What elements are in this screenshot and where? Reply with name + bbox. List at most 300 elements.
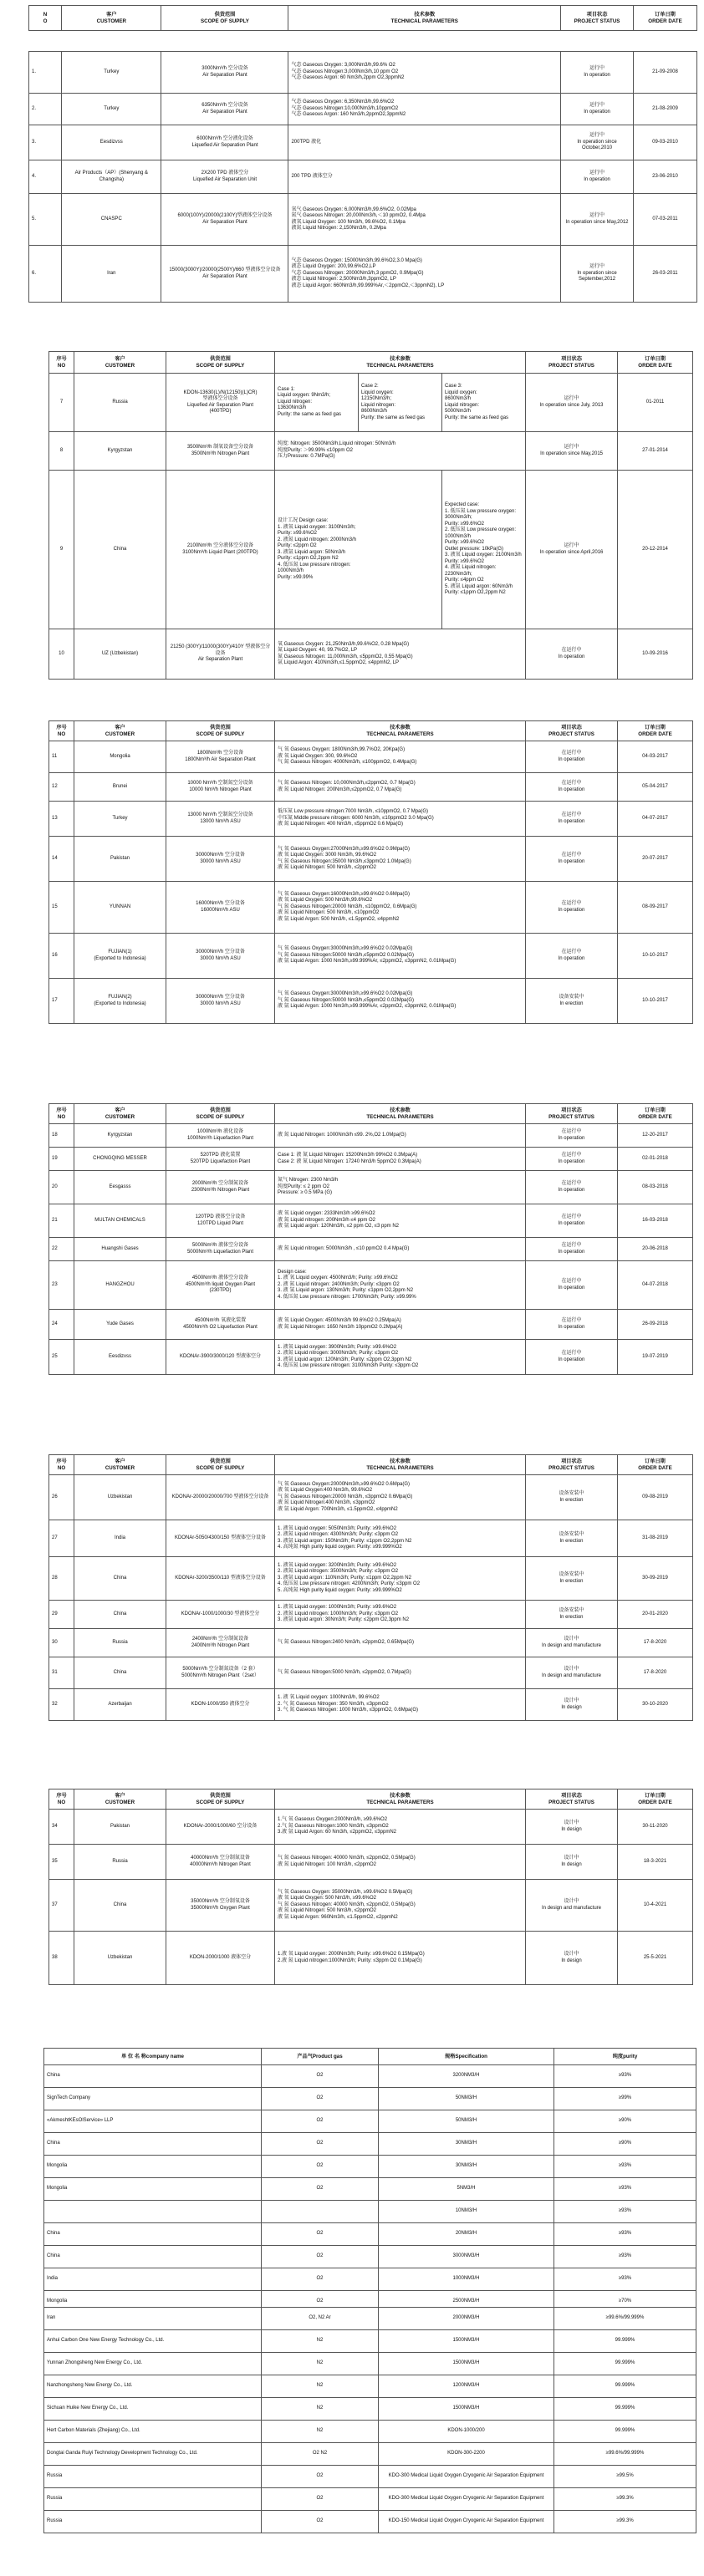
row-date: 09-03-2010 xyxy=(633,125,696,160)
table-row xyxy=(49,374,693,432)
table-header xyxy=(49,1104,693,1124)
col-params: 技术参数 TECHNICAL PARAMETERS xyxy=(288,6,561,31)
row-date: 08-03-2018 xyxy=(618,1171,693,1204)
row-date: 01-2011 xyxy=(618,374,693,432)
ref-purity: ≥99% xyxy=(554,2088,696,2110)
row-no: 17 xyxy=(49,979,74,1024)
col-date: 订单日期 ORDER DATE xyxy=(633,6,696,31)
ref-spec: 1500NM3/H xyxy=(379,2398,554,2421)
table-row xyxy=(49,741,693,773)
row-date: 20-01-2020 xyxy=(618,1601,693,1629)
row-date: 10-09-2016 xyxy=(618,629,693,680)
col-spec: 规格Specification xyxy=(379,2049,554,2065)
row-no: 23 xyxy=(49,1261,74,1310)
ref-purity: 99.999% xyxy=(554,2353,696,2375)
row-params: 纯度: Nitrogen: 3500Nm3/h,Liquid nitrogen: 50Nm3/h 纯度Purity: ＞99.99% ≤10ppm O2 压力Pressure: 0.7MPa(G) xyxy=(275,432,526,471)
row-date: 17-8-2020 xyxy=(618,1629,693,1657)
row-customer: Turkey xyxy=(62,52,161,94)
ref-company: China xyxy=(44,2065,262,2088)
row-scope: 13000 Nm³/h 空制氮空分设备 13000 Nm³/h ASU xyxy=(166,802,275,837)
row-customer: FUJIAN(2) (Exported to Indonesia) xyxy=(74,979,166,1024)
row-customer: UZ (Uzbekistan) xyxy=(74,629,166,680)
row-no: 20 xyxy=(49,1171,74,1204)
row-status: 在运行中 In operation xyxy=(526,1124,618,1148)
col-no: 序号 NO xyxy=(49,1789,74,1810)
row-customer: China xyxy=(74,1557,166,1601)
row-customer: Pakistan xyxy=(74,1810,166,1845)
row-status: 设备安装中 In erection xyxy=(526,1557,618,1601)
table-row xyxy=(44,2308,696,2330)
row-params: 1.液 氧 Liquid oxygen: 2000Nm3/h; Purity: ≥99.6%O2 0.15Mpa(G) 2.液 氮 Liquid nitrogen:1000Nm3/h; Purity: ≤3ppm O2 0.1Mpa(G) xyxy=(275,1932,526,1985)
row-params: 氧 Gaseous Oxygen: 21,250Nm3/h,99.6%O2, 0.28 Mpa(G) 氮 Liquid Oxygen: 40, 99.7%O2, LP 氮 Gaseous Nitrogen: 11,000Nm3/h, ≤5ppmO2, 0.55 Mpa(G) 氩 Liquid Argon: 410Nm3/h,≤1.5ppmO2, ≤4ppmN2, LP xyxy=(275,629,526,680)
row-date: 23-06-2010 xyxy=(633,160,696,194)
row-date: 10-4-2021 xyxy=(618,1880,693,1932)
table-row xyxy=(49,773,693,802)
table-row xyxy=(44,2353,696,2375)
row-scope: 2000Nm³/h 空分制氮设备 2300Nm³/h Nitrogen Plant xyxy=(166,1171,275,1204)
row-scope: 30000Nm³/h 空分设备 30000 Nm³/h ASU xyxy=(166,837,275,882)
row-status: 设计中 In design xyxy=(526,1810,618,1845)
ref-purity: ≥70% xyxy=(554,2291,696,2314)
row-date: 19-07-2019 xyxy=(618,1340,693,1375)
row-status: 设备安装中 In erection xyxy=(526,1520,618,1557)
col-customer: 客户 CUSTOMER xyxy=(74,1104,166,1124)
row-scope: KDON-1000/350 液体空分 xyxy=(166,1689,275,1721)
row-customer: CNASPC xyxy=(62,194,161,246)
ref-spec: 1500NM3/H xyxy=(379,2353,554,2375)
ref-spec: KDO-300 Medical Liquid Oxygen Cryogenic Air Separation Equipment xyxy=(379,2466,554,2488)
col-status: 项目状态 PROJECT STATUS xyxy=(526,1104,618,1124)
row-date: 18-3-2021 xyxy=(618,1845,693,1880)
row-scope: KDONAr-3200/3500/110 型液体空分设备 xyxy=(166,1557,275,1601)
table-row xyxy=(49,1261,693,1310)
row-scope: KDONAr-5050/4300/150 型液体空分设备 xyxy=(166,1520,275,1557)
row-no: 4. xyxy=(29,160,62,194)
ref-company: Russia xyxy=(44,2466,262,2488)
row-params: 1. 液 氧 Liquid oxygen: 1000Nm3/h, 99.6%O2 2. 气 氮 Gaseous Nitrogen: 350 Nm3/h, ≤3ppmO2 3. 气 氮 Gaseous Nitrogen: 1000 Nm3/h, ≤3ppmO2, 0.6Mpa(G) xyxy=(275,1689,526,1721)
row-no: 28 xyxy=(49,1557,74,1601)
row-no: 26 xyxy=(49,1475,74,1520)
row-customer: Uzbekistan xyxy=(74,1475,166,1520)
row-params: 气 氮 Gaseous Nitrogen: 10,000Nm3/h,≤2ppmO2, 0.7 Mpa(G) 液 氮 Liquid Nitrogen: 200Nm3/h,≤2ppmO2, 0.7 Mpa(G) xyxy=(275,773,526,802)
table-row xyxy=(44,2088,696,2110)
row-no: 35 xyxy=(49,1845,74,1880)
ref-purity: ≥99.3% xyxy=(554,2511,696,2533)
row-customer: Eesgasss xyxy=(74,1171,166,1204)
row-status: 在运行中 In operation xyxy=(526,1340,618,1375)
row-status: 设计中 In design xyxy=(526,1689,618,1721)
row-no: 5. xyxy=(29,194,62,246)
row-params: Case 1: 液 氮 Liquid Nitrogen: 15200Nm3/h 99%O2 0.3Mpa(A) Case 2: 液 氮 Liquid Nitrogen: 17240 Nm3/h 5ppmO2 0.3Mpa(A) xyxy=(275,1148,526,1171)
col-product: 产品气Product gas xyxy=(262,2049,379,2065)
row-status: 在运行中 In operation xyxy=(526,741,618,773)
table-row xyxy=(49,934,693,979)
row-params: 1.气 氧 Gaseous Oxygen:2000Nm3/h, ≥99.6%O2 2.气 氮 Gaseous Nitrogen:1000 Nm3/h, ≤3ppmO2 3.液 氩 Liquid Argon: 60 Nm3/h, ≤2ppmO2, ≤3ppmN2 xyxy=(275,1810,526,1845)
row-no: 7 xyxy=(49,374,74,432)
row-status: 在运行中 In operation xyxy=(526,1261,618,1310)
row-params: 气 氧 Gaseous Oxygen:30000Nm3/h,≥99.6%O2 0.02Mpa(G) 气 氮 Gaseous Nitrogen:50000 Nm3/h,≤5ppmO2 0.02Mpa(G) 液 氩 Liquid Argon: 1000 Nm3/h,≥99.999%Ar, ≤2ppmO2, ≤3ppmN2, 0.01Mpa(G) xyxy=(275,979,526,1024)
ref-product: O2 N2 xyxy=(262,2443,379,2466)
row-case-1: Case 1: Liquid oxygen: 9Nm3/h; Liquid nitrogen: 13630Nm3/h Purity: the same as feed gas xyxy=(275,374,359,432)
row-status: 在运行中 In operation xyxy=(526,629,618,680)
ref-company: Sichuan Huike New Energy Co., Ltd. xyxy=(44,2398,262,2421)
ref-purity: ≥93% xyxy=(554,2201,696,2223)
col-company: 单 位 名 称company name xyxy=(44,2049,262,2065)
row-date: 17-8-2020 xyxy=(618,1657,693,1689)
col-scope: 供货范围 SCOPE OF SUPPLY xyxy=(166,721,275,741)
row-status: 运行中 In operation since July, 2013 xyxy=(526,374,618,432)
row-date: 30-10-2020 xyxy=(618,1689,693,1721)
row-customer: Huangshi Gases xyxy=(74,1238,166,1261)
ref-spec: 50NM3/H xyxy=(379,2110,554,2133)
ref-company: Dongtai Ganda Ruiyi Technology Development Technology Co., Ltd. xyxy=(44,2443,262,2466)
row-customer: Brunei xyxy=(74,773,166,802)
ref-spec: 1000NM3/H xyxy=(379,2268,554,2291)
row-customer: YUNNAN xyxy=(74,882,166,934)
row-customer: HANGZHOU xyxy=(74,1261,166,1310)
row-customer: MULTAN CHEMICALS xyxy=(74,1204,166,1238)
row-customer: Iran xyxy=(62,246,161,303)
table-row xyxy=(29,94,697,125)
table-header xyxy=(49,1789,693,1810)
ref-product xyxy=(262,2201,379,2223)
table-row xyxy=(29,246,697,303)
table-row xyxy=(49,1204,693,1238)
ref-spec: 3200NM3/H xyxy=(379,2065,554,2088)
row-no: 24 xyxy=(49,1310,74,1340)
row-customer: Air Products（AP）(Shenyang & Changsha) xyxy=(62,160,161,194)
table-row xyxy=(44,2110,696,2133)
row-customer: Eesdizvss xyxy=(74,1340,166,1375)
row-params: 低压氮 Low pressure nitrogen:7000 Nm3/h, ≤10ppmO2, 0.7 Mpa(G) 中压氮 Middle pressure nitrogen: 6000 Nm3/h, ≤10ppmO2 3.0 Mpa(G) 液 氮 Liquid Nitrogen: 400 Nm3/h, ≤5ppmO2 0.6 Mpa(G) xyxy=(275,802,526,837)
reference-table-1 xyxy=(43,2048,696,2314)
row-scope: 6350Nm³/h 空分设备 Air Separation Plant xyxy=(161,94,288,125)
ref-product: O2 xyxy=(262,2088,379,2110)
row-status: 运行中 In operation since September,2012 xyxy=(561,246,634,303)
project-table-4 xyxy=(48,1103,692,1375)
ref-company: Iran xyxy=(44,2308,262,2330)
ref-product: O2 xyxy=(262,2246,379,2268)
row-params: 气态 Gaseous Oxygen: 3,000Nm3/h,99.6% O2 气态 Gaseous Nitrogen:3,000Nm3/h,10 ppm O2 气态 Gaseous Argon: 60 Nm3/h,2ppm O2,3ppmN2 xyxy=(288,52,561,94)
table-row xyxy=(49,1932,693,1985)
ref-product: O2 xyxy=(262,2268,379,2291)
reference-table-2 xyxy=(43,2307,696,2533)
row-date: 07-03-2011 xyxy=(633,194,696,246)
row-no: 29 xyxy=(49,1601,74,1629)
row-no: 11 xyxy=(49,741,74,773)
row-status: 设备安装中 In erection xyxy=(526,1475,618,1520)
row-date: 20-06-2018 xyxy=(618,1238,693,1261)
ref-company: Nanzhongsheng New Energy Co., Ltd. xyxy=(44,2375,262,2398)
col-date: 订单日期 ORDER DATE xyxy=(618,1455,693,1475)
row-date: 30-11-2020 xyxy=(618,1810,693,1845)
row-no: 15 xyxy=(49,882,74,934)
ref-spec: 2000NM3/H xyxy=(379,2308,554,2330)
row-params: 1. 液氧 Liquid oxygen: 1000Nm3/h; Purity: ≥99.6%O2 2. 液氮 Liquid nitrogen: 1000Nm3/h; Purity: ≤3ppm O2 3. 液氩 Liquid argon: 30Nm3/h; Purity: ≤2ppm O2,3ppm N2 xyxy=(275,1601,526,1629)
row-customer: Turkey xyxy=(74,802,166,837)
ref-spec: 50NM3/H xyxy=(379,2088,554,2110)
row-scope: 10000 Nm³/h 空制氮空分设备 10000 Nm³/h Nitrogen Plant xyxy=(166,773,275,802)
row-no: 21 xyxy=(49,1204,74,1238)
row-no: 16 xyxy=(49,934,74,979)
ref-spec: 30NM3/H xyxy=(379,2156,554,2178)
row-date: 10-10-2017 xyxy=(618,979,693,1024)
ref-company: Hert Carbon Materials (Zhejiang) Co., Ltd. xyxy=(44,2421,262,2443)
row-scope: 30000Nm³/h 空分设备 30000 Nm³/h ASU xyxy=(166,934,275,979)
row-scope: 21250 (300Y)/11000(300Y)/410Y 型液体空分设备 Air Separation Plant xyxy=(166,629,275,680)
ref-company: China xyxy=(44,2133,262,2156)
row-scope: KDON-13630(L)/N(12150)(L)CR) 型液体空分设备 Liquefied Air Separation Plant (400TPD) xyxy=(166,374,275,432)
table-row xyxy=(49,629,693,680)
row-status: 设计中 In design and manufacture xyxy=(526,1880,618,1932)
row-no: 34 xyxy=(49,1810,74,1845)
col-no: N O xyxy=(29,6,62,31)
table-row xyxy=(44,2421,696,2443)
row-status: 设计中 In design and manufacture xyxy=(526,1629,618,1657)
ref-header xyxy=(44,2049,696,2065)
row-date: 04-03-2017 xyxy=(618,741,693,773)
table-row xyxy=(49,882,693,934)
col-status: 项目状态 PROJECT STATUS xyxy=(526,1789,618,1810)
table-row xyxy=(49,1880,693,1932)
row-date: 21-08-2009 xyxy=(633,94,696,125)
row-no: 14 xyxy=(49,837,74,882)
row-scope: 16000Nm³/h 空分设备 16000Nm³/h ASU xyxy=(166,882,275,934)
row-status: 运行中 In operation xyxy=(561,52,634,94)
row-status: 设备安装中 In erection xyxy=(526,1601,618,1629)
row-params: 液 氮 Liquid nitrogen: 5000Nm3/h , ≤10 ppmO2 0.4 Mpa(G) xyxy=(275,1238,526,1261)
table-row xyxy=(49,471,693,629)
table-header xyxy=(49,352,693,374)
row-status: 在运行中 In operation xyxy=(526,934,618,979)
col-customer: 客户 CUSTOMER xyxy=(74,1455,166,1475)
row-scope: 2400Nm³/h 空分制氮设备 2400Nm³/h Nitrogen Plant xyxy=(166,1629,275,1657)
table-row xyxy=(44,2511,696,2533)
row-scope: KDONAr-20000/20000/700 型液体空分设备 xyxy=(166,1475,275,1520)
table-row xyxy=(49,432,693,471)
row-status: 设备安装中 In erection xyxy=(526,979,618,1024)
row-params: 1. 液氧 Liquid oxygen: 5050Nm3/h; Purity: ≥99.6%O2 2. 液氮 Liquid nitrogen: 4300Nm3/h; Purity: ≤3ppm O2 3. 液氩 Liquid argon: 150Nm3/h; Purity: ≤1ppm O2,2ppm N2 4. 高纯氮 High purity liquid oxygen: Purity: ≥99.999%O2 xyxy=(275,1520,526,1557)
row-params: 氮气 Nitrogen: 2300 Nm3/h 纯度Purity: ≤ 2 ppm O2 Pressure: ≥ 0.5 MPa (G) xyxy=(275,1171,526,1204)
table-row xyxy=(44,2375,696,2398)
ref-company: SignTech Company xyxy=(44,2088,262,2110)
row-status: 运行中 In operation since April,2016 xyxy=(526,471,618,629)
table-row xyxy=(44,2488,696,2511)
row-date: 21-09-2008 xyxy=(633,52,696,94)
project-table-3 xyxy=(48,720,692,1024)
row-customer: China xyxy=(74,1657,166,1689)
row-scope: 6000(100Y)/20000(2100Y)型液体空分设备 Air Separation Plant xyxy=(161,194,288,246)
row-customer: FUJIAN(1) (Exported to Indonesia) xyxy=(74,934,166,979)
table-row xyxy=(44,2398,696,2421)
table-row xyxy=(44,2246,696,2268)
row-scope: 4500Nm³/h 氧液化装置 4500Nm³/h O2 Liquefaction Plant xyxy=(166,1310,275,1340)
ref-company: Russia xyxy=(44,2511,262,2533)
row-status: 在运行中 In operation xyxy=(526,773,618,802)
row-customer: Russia xyxy=(74,1845,166,1880)
row-customer: Turkey xyxy=(62,94,161,125)
ref-purity: ≥93% xyxy=(554,2065,696,2088)
col-no: 序号 NO xyxy=(49,1455,74,1475)
table-row xyxy=(44,2443,696,2466)
row-params: 气 氧 Gaseous Oxygen:16000Nm3/h,≥99.6%O2 0.6Mpa(G) 液 氧 Liquid Oxygen: 500 Nm3/h,99.6%O2 气 氮 Gaseous Nitrogen:20000 Nm3/h, ≤10ppmO2, 0.6Mpa(G) 液 氮 Liquid Nitrogen: 500 Nm3/h, ≤10ppmO2 液 氩 Liquid Argon: 500 Nm3/h, ≤1.5ppmO2, ≤4ppmN2 xyxy=(275,882,526,934)
table-row xyxy=(44,2133,696,2156)
row-status: 在运行中 In operation xyxy=(526,1238,618,1261)
row-date: 10-10-2017 xyxy=(618,934,693,979)
row-customer: Eesdizvss xyxy=(62,125,161,160)
row-params: 气态 Gaseous Oxygen: 6,350Nm3/h,99.6%O2 气态 Gaseous Nitrogen:10,000Nm3/h,10ppmO2 气态 Gaseous Argon: 160 Nm3/h,2ppmO2,3ppmN2 xyxy=(288,94,561,125)
row-status: 设计中 In design and manufacture xyxy=(526,1657,618,1689)
ref-product: O2 xyxy=(262,2223,379,2246)
ref-product: O2 xyxy=(262,2178,379,2201)
ref-company: India xyxy=(44,2268,262,2291)
ref-purity: ≥93% xyxy=(554,2156,696,2178)
ref-product: O2 xyxy=(262,2488,379,2511)
table-row xyxy=(49,1340,693,1375)
row-status: 设计中 In design xyxy=(526,1932,618,1985)
row-status: 运行中 In operation xyxy=(561,94,634,125)
row-params: 气 氧 Gaseous Oxygen:30000Nm3/h,≥99.6%O2 0.02Mpa(G) 气 氮 Gaseous Nitrogen:50000 Nm3/h,≤5ppmO2 0.02Mpa(G) 液 氩 Liquid Argon: 1000 Nm3/h,≥99.999%Ar, ≤2ppmO2, ≤3ppmN2, 0.01Mpa(G) xyxy=(275,934,526,979)
ref-purity: ≥99.3% xyxy=(554,2488,696,2511)
ref-product: N2 xyxy=(262,2375,379,2398)
col-status: 项目状态 PROJECT STATUS xyxy=(526,1455,618,1475)
table-row xyxy=(49,1601,693,1629)
row-customer: Russia xyxy=(74,374,166,432)
table-row xyxy=(29,125,697,160)
ref-spec: 5NM3/H xyxy=(379,2178,554,2201)
table-row xyxy=(49,1475,693,1520)
row-no: 18 xyxy=(49,1124,74,1148)
row-scope: 40000Nm³/h 空分制氮设备 40000Nm³/h Nitrogen Plant xyxy=(166,1845,275,1880)
col-date: 订单日期 ORDER DATE xyxy=(618,1104,693,1124)
row-scope: KDONAr-1000/1000/30 型液体空分 xyxy=(166,1601,275,1629)
row-no: 25 xyxy=(49,1340,74,1375)
row-no: 32 xyxy=(49,1689,74,1721)
col-customer: 客户 CUSTOMER xyxy=(62,6,161,31)
row-scope: 120TPD 液体空分设备 120TPD Liquid Plant xyxy=(166,1204,275,1238)
section1-body xyxy=(28,51,697,303)
table-row xyxy=(49,1171,693,1204)
row-scope: 3000Nm³/h 空分设备 Air Separation Plant xyxy=(161,52,288,94)
table-row xyxy=(49,1520,693,1557)
ref-spec: 2500NM3/H xyxy=(379,2291,554,2314)
table-header xyxy=(29,6,697,31)
row-status: 运行中 In operation xyxy=(561,160,634,194)
project-table-2 xyxy=(48,351,692,680)
row-no: 1. xyxy=(29,52,62,94)
table-row xyxy=(49,1238,693,1261)
col-scope: 供货范围 SCOPE OF SUPPLY xyxy=(166,1455,275,1475)
table-row xyxy=(49,1148,693,1171)
col-no: 序号 NO xyxy=(49,1104,74,1124)
ref-company xyxy=(44,2201,262,2223)
table-row xyxy=(49,1689,693,1721)
row-status: 在运行中 In operation xyxy=(526,882,618,934)
row-date: 26-03-2011 xyxy=(633,246,696,303)
row-scope: 520TPD 液化装置 520TPD Liquefaction Plant xyxy=(166,1148,275,1171)
row-customer: India xyxy=(74,1520,166,1557)
table-row xyxy=(44,2466,696,2488)
table-row xyxy=(49,1657,693,1689)
row-date: 04-07-2018 xyxy=(618,1261,693,1310)
ref-purity: ≥93% xyxy=(554,2178,696,2201)
row-no: 13 xyxy=(49,802,74,837)
row-no: 12 xyxy=(49,773,74,802)
table-row xyxy=(49,1845,693,1880)
table-row xyxy=(44,2156,696,2178)
row-status: 运行中 In operation since May,2015 xyxy=(526,432,618,471)
row-status: 运行中 In operation since May,2012 xyxy=(561,194,634,246)
ref-purity: ≥90% xyxy=(554,2110,696,2133)
col-customer: 客户 CUSTOMER xyxy=(74,721,166,741)
row-date: 12-20-2017 xyxy=(618,1124,693,1148)
ref-spec: KDON-1000/200 xyxy=(379,2421,554,2443)
row-status: 设计中 In design xyxy=(526,1845,618,1880)
table-row xyxy=(44,2330,696,2353)
row-params: 氧气 Gaseous Oxygen: 6,000Nm3/h,99.6%O2, 0.02Mpa 氮气 Gaseous Nitrogen: 20,000Nm3/h,＜10 ppmO2, 0.4Mpa 液氧 Liquid Oxygen: 100 Nm3/h, 99.6%O2, 0.1Mpa 液氮 Liquid Nitrogen: 2,150Nm3/h, 0.2Mpa xyxy=(288,194,561,246)
ref-spec: 20NM3/H xyxy=(379,2223,554,2246)
table-row xyxy=(49,1629,693,1657)
row-params: 气 氧 Gaseous Oxygen: 35000Nm3/h, ≥99.6%O2 0.5Mpa(G) 液 氧 Liquid Oxygen: 500 Nm3/h, ≥99.6%O2 气 氮 Gaseous Nitrogen: 40000 Nm3/h, ≤2ppmO2, 0.5Mpa(G) 液 氮 Liquid Nitrogen: 500 Nm3/h, ≤2ppmO2 液 氩 Liquid Argon: 960Nm3/h, ≤1.5ppmO2, ≤2ppmN2 xyxy=(275,1880,526,1932)
ref-purity: ≥93% xyxy=(554,2246,696,2268)
ref-product: O2 xyxy=(262,2156,379,2178)
row-params: 气态 Gaseous Oxygen: 15000Nm3/h,99.6%O2,3.0 Mpa(G) 液态 Liquid Oxygen: 200,99.6%O2,LP 气态 Gaseous Nitrogen: 20000Nm3/h,3 ppmO2, 0.9Mpa(G) 液态 Liquid Nitrogen: 2,500Nm3/h,3ppmO2, LP 液态 Liquid Argon: 660Nm3/h,99.999%Ar,＜2ppmO2,＜3ppmN2), LP xyxy=(288,246,561,303)
ref-company: Anhui Carbon One New Energy Technology Co., Ltd. xyxy=(44,2330,262,2353)
ref-spec: 1200NM3/H xyxy=(379,2375,554,2398)
row-status: 运行中 In operation since October,2010 xyxy=(561,125,634,160)
ref-spec: 1500NM3/H xyxy=(379,2330,554,2353)
row-date: 02-01-2018 xyxy=(618,1148,693,1171)
row-status: 在运行中 In operation xyxy=(526,1204,618,1238)
col-date: 订单日期 ORDER DATE xyxy=(618,721,693,741)
row-params: 液 氧 Liquid Oxygen: 4500Nm3/h 99.6%O2 0.25Mpa(A) 液 氮 Liquid Nitrogen: 1650 Nm3/h 10ppmO2 0.2Mpa(A) xyxy=(275,1310,526,1340)
row-no: 9 xyxy=(49,471,74,629)
table-row xyxy=(49,1810,693,1845)
ref-purity: ≥99.6%/99.999% xyxy=(554,2308,696,2330)
row-params: 气 氮 Gaseous Nitrogen:5000 Nm3/h, ≤2ppmO2, 0.7Mpa(G) xyxy=(275,1657,526,1689)
ref-spec: 3000NM3/H xyxy=(379,2246,554,2268)
row-scope: 4500Nm³/h 液体空分设备 4500Nm³/h liquid Oxygen Plant (230TPD) xyxy=(166,1261,275,1310)
row-date: 30-09-2019 xyxy=(618,1557,693,1601)
ref-purity: ≥90% xyxy=(554,2133,696,2156)
row-no: 31 xyxy=(49,1657,74,1689)
row-params: 1. 液氧 Liquid oxygen: 3200Nm3/h; Purity: ≥99.6%O2 2. 液氮 Liquid nitrogen: 3500Nm3/h; Purity: ≤3ppm O2 3. 液氩 Liquid argon: 110Nm3/h; Purity: ≤1ppm O2,2ppm N2 4. 低压氮 Low pressure nitrogen: 4200Nm3/h; Purity: ≤3ppm O2 5. 高纯氮 High purity liquid oxygen: Purity: ≥99.999%O2 xyxy=(275,1557,526,1601)
row-status: 在运行中 In operation xyxy=(526,1310,618,1340)
row-scope: 15000(3000Y)/20000(2500Y)/660 型液体空分设备 Air Separation Plant xyxy=(161,246,288,303)
row-customer: China xyxy=(74,1601,166,1629)
ref-product: N2 xyxy=(262,2353,379,2375)
row-no: 38 xyxy=(49,1932,74,1985)
col-scope: 供货范围 SCOPE OF SUPPLY xyxy=(161,6,288,31)
ref-product: N2 xyxy=(262,2421,379,2443)
col-status: 项目状态 PROJECT STATUS xyxy=(526,721,618,741)
ref-company: «AkmeshtKEsOlService» LLP xyxy=(44,2110,262,2133)
project-table-1 xyxy=(28,5,697,303)
col-params: 技术参数 TECHNICAL PARAMETERS xyxy=(275,1104,526,1124)
table-header xyxy=(49,721,693,741)
row-params: 1. 液氧 Liquid oxygen: 3900Nm3/h; Purity: ≥99.6%O2 2. 液氮 Liquid nitrogen: 3000Nm3/h; Purity: ≤3ppm O2 3. 液氩 Liquid argon: 120Nm3/h; Purity: ≤2ppm O2,3ppm N2 4. 低压氮 Low pressure nitrogen: 3100Nm3/h Purity: ≤3ppm O2 xyxy=(275,1340,526,1375)
row-status: 在运行中 In operation xyxy=(526,802,618,837)
table-row xyxy=(49,837,693,882)
col-no: 序号 NO xyxy=(49,352,74,374)
table-row xyxy=(49,1124,693,1148)
row-params: 气 氮 Gaseous Nitrogen: 40000 Nm3/h, ≤2ppmO2, 0.5Mpa(G) 液 氮 Liquid Nitrogen: 100 Nm3/h, ≤2ppmO2 xyxy=(275,1845,526,1880)
row-scope: 5000Nm³/h 空分制氮设备（2 套） 5000Nm³/h Nitrogen Plant（2set） xyxy=(166,1657,275,1689)
col-purity: 纯度purity xyxy=(554,2049,696,2065)
row-date: 08-09-2017 xyxy=(618,882,693,934)
table-row xyxy=(44,2065,696,2088)
row-case-2: Case 2: Liquid oxygen: 12150Nm3/h; Liquid nitrogen: 8600Nm3/h Purity: the same as feed gas xyxy=(359,374,442,432)
